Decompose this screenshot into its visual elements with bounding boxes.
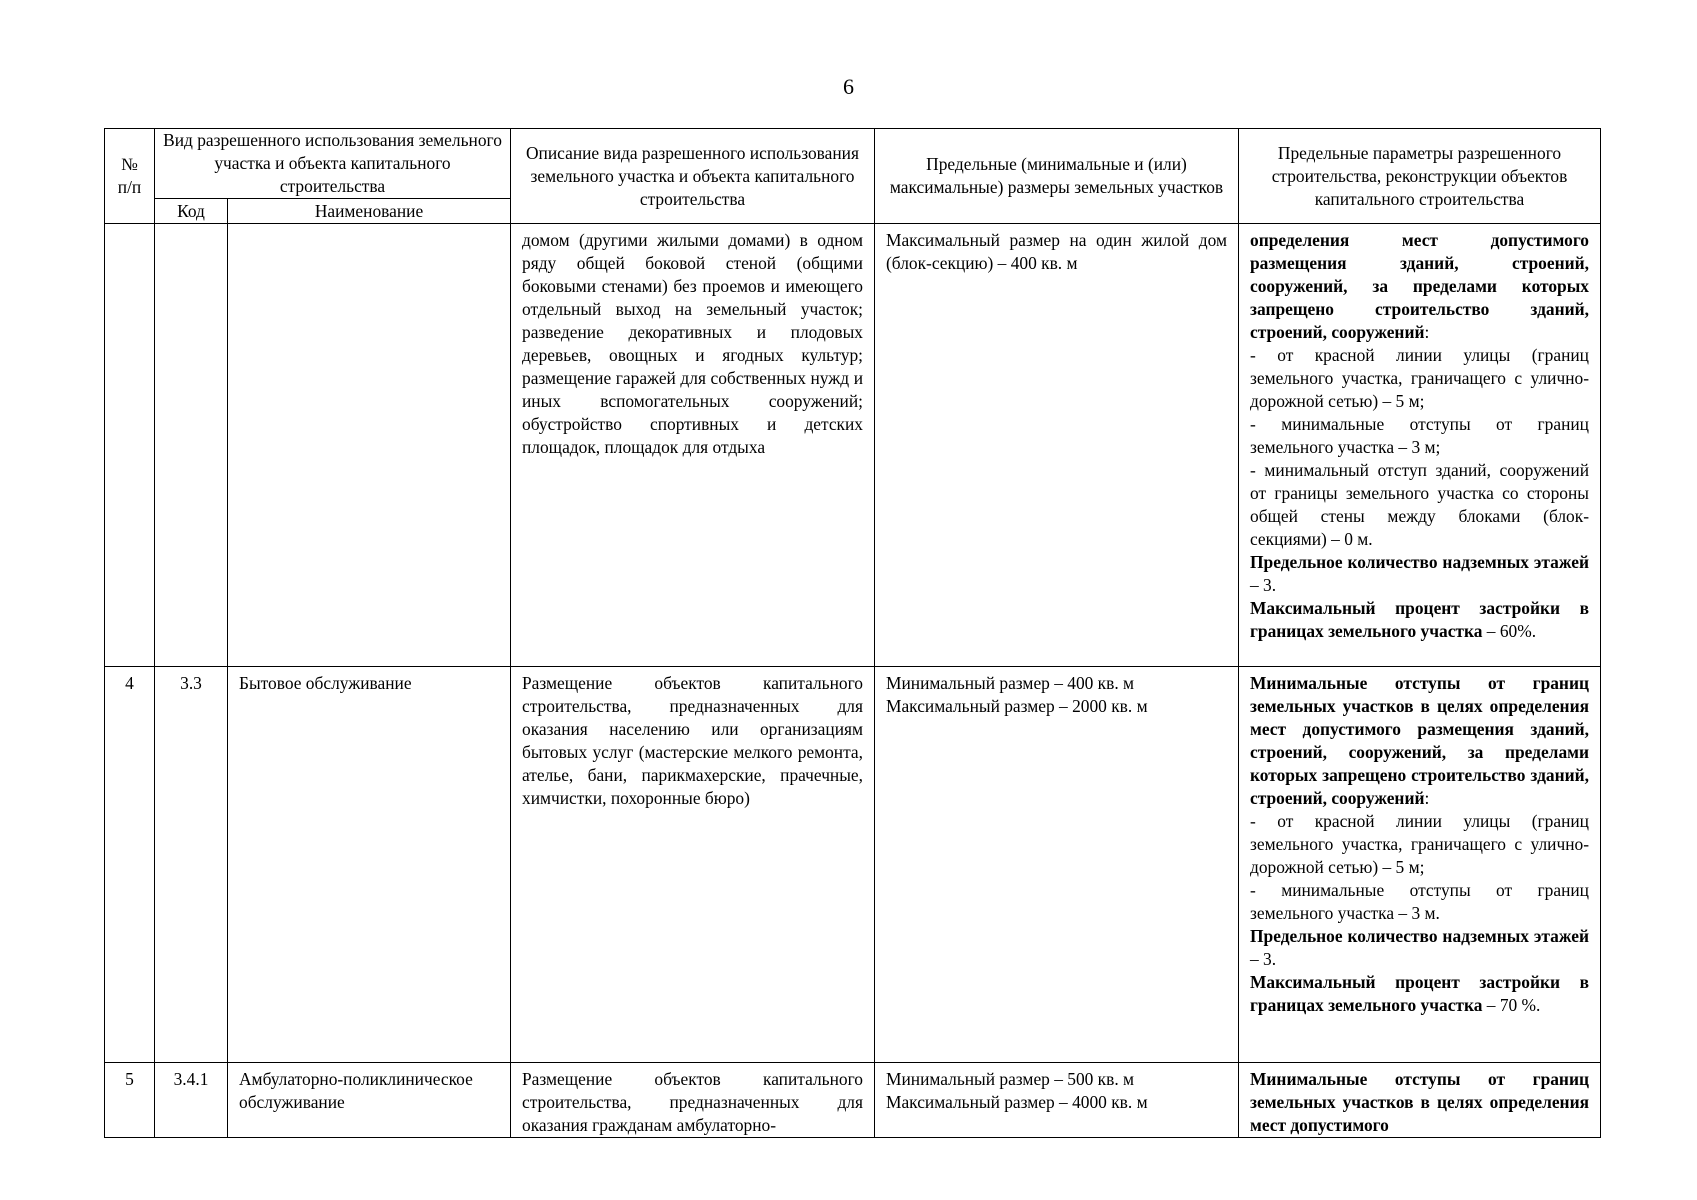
size-max: Максимальный размер – 2000 кв. м xyxy=(886,696,1148,716)
cell-num: 4 xyxy=(105,667,155,1063)
header-row xyxy=(105,129,1601,199)
cell-name xyxy=(228,224,511,667)
cell-description: домом (другими жилыми домами) в одном ряду общей боковой стеной (общими боковыми стенами) без проемов и имеющего отдельный выход на земельный участок; разведение декоративных и плодовых деревьев, овощных и ягодных культур; размещение гаражей для собственных нужд и иных вспомогательных сооружений; обустройство спортивных и детских площадок, площадок для отдыха xyxy=(511,224,875,667)
size-min: Минимальный размер – 400 кв. м xyxy=(886,673,1135,693)
params-floors: Предельное количество надземных этажей – 3. xyxy=(1250,552,1589,595)
params-setbacks: Минимальные отступы от границ земельных участков в целях определения мест допустимого размещения зданий, строений, сооружений, за пределами которых запрещено строительство зданий, строений, сооружений: xyxy=(1250,673,1589,808)
cell-num xyxy=(105,224,155,667)
cell-params xyxy=(1239,224,1601,667)
params-floors: Предельное количество надземных этажей – 3. xyxy=(1250,926,1589,969)
table-row xyxy=(105,224,1601,667)
cell-sizes xyxy=(875,1063,1239,1138)
cell-name: Амбулаторно-поликлиническое обслуживание xyxy=(228,1063,511,1138)
cell-params xyxy=(1239,1063,1601,1138)
cell-description: Размещение объектов капитального строительства, предназначенных для оказания гражданам амбулаторно- xyxy=(511,1063,875,1138)
cell-code: 3.3 xyxy=(155,667,228,1063)
params-setbacks: Минимальные отступы от границ земельных участков в целях определения мест допустимого xyxy=(1250,1069,1589,1135)
cell-description: Размещение объектов капитального строительства, предназначенных для оказания населению или организациям бытовых услуг (мастерские мелкого ремонта, ателье, бани, парикмахерские, прачечные, химчистки, похоронные бюро) xyxy=(511,667,875,1063)
land-use-table xyxy=(104,128,1601,1138)
page-number: 6 xyxy=(843,74,854,99)
size-min: Минимальный размер – 500 кв. м xyxy=(886,1069,1135,1089)
params-coverage: Максимальный процент застройки в границах земельного участка – 60%. xyxy=(1250,598,1589,641)
params-line: - минимальный отступ зданий, сооружений от границы земельного участка со стороны общей стены между блоками (блок-секциями) – 0 м. xyxy=(1250,460,1589,549)
cell-sizes: Максимальный размер на один жилой дом (блок-секцию) – 400 кв. м xyxy=(875,224,1239,667)
params-line: - от красной линии улицы (границ земельного участка, граничащего с улично-дорожной сетью) – 5 м; xyxy=(1250,811,1589,877)
header-description: Описание вида разрешенного использования земельного участка и объекта капитального строительства xyxy=(511,129,875,224)
params-line: - от красной линии улицы (границ земельного участка, граничащего с улично-дорожной сетью) – 5 м; xyxy=(1250,345,1589,411)
cell-num: 5 xyxy=(105,1063,155,1138)
cell-code xyxy=(155,224,228,667)
header-params: Предельные параметры разрешенного строительства, реконструкции объектов капитального строительства xyxy=(1239,129,1601,224)
cell-sizes xyxy=(875,667,1239,1063)
table-row xyxy=(105,667,1601,1063)
size-max: Максимальный размер – 4000 кв. м xyxy=(886,1092,1148,1112)
header-sizes: Предельные (минимальные и (или) максимальные) размеры земельных участков xyxy=(875,129,1239,224)
params-line: - минимальные отступы от границ земельного участка – 3 м; xyxy=(1250,414,1589,457)
params-coverage: Максимальный процент застройки в границах земельного участка – 70 %. xyxy=(1250,972,1589,1015)
cell-code: 3.4.1 xyxy=(155,1063,228,1138)
cell-name: Бытовое обслуживание xyxy=(228,667,511,1063)
cell-params xyxy=(1239,667,1601,1063)
params-line: - минимальные отступы от границ земельного участка – 3 м. xyxy=(1250,880,1589,923)
header-num: № п/п xyxy=(105,129,155,224)
header-vri-group: Вид разрешенного использования земельного участка и объекта капитального строительства xyxy=(155,129,511,199)
params-setbacks: определения мест допустимого размещения зданий, строений, сооружений, за пределами которых запрещено строительство зданий, строений, сооружений: xyxy=(1250,230,1589,342)
header-code: Код xyxy=(155,199,228,224)
table-row xyxy=(105,1063,1601,1138)
header-name: Наименование xyxy=(228,199,511,224)
